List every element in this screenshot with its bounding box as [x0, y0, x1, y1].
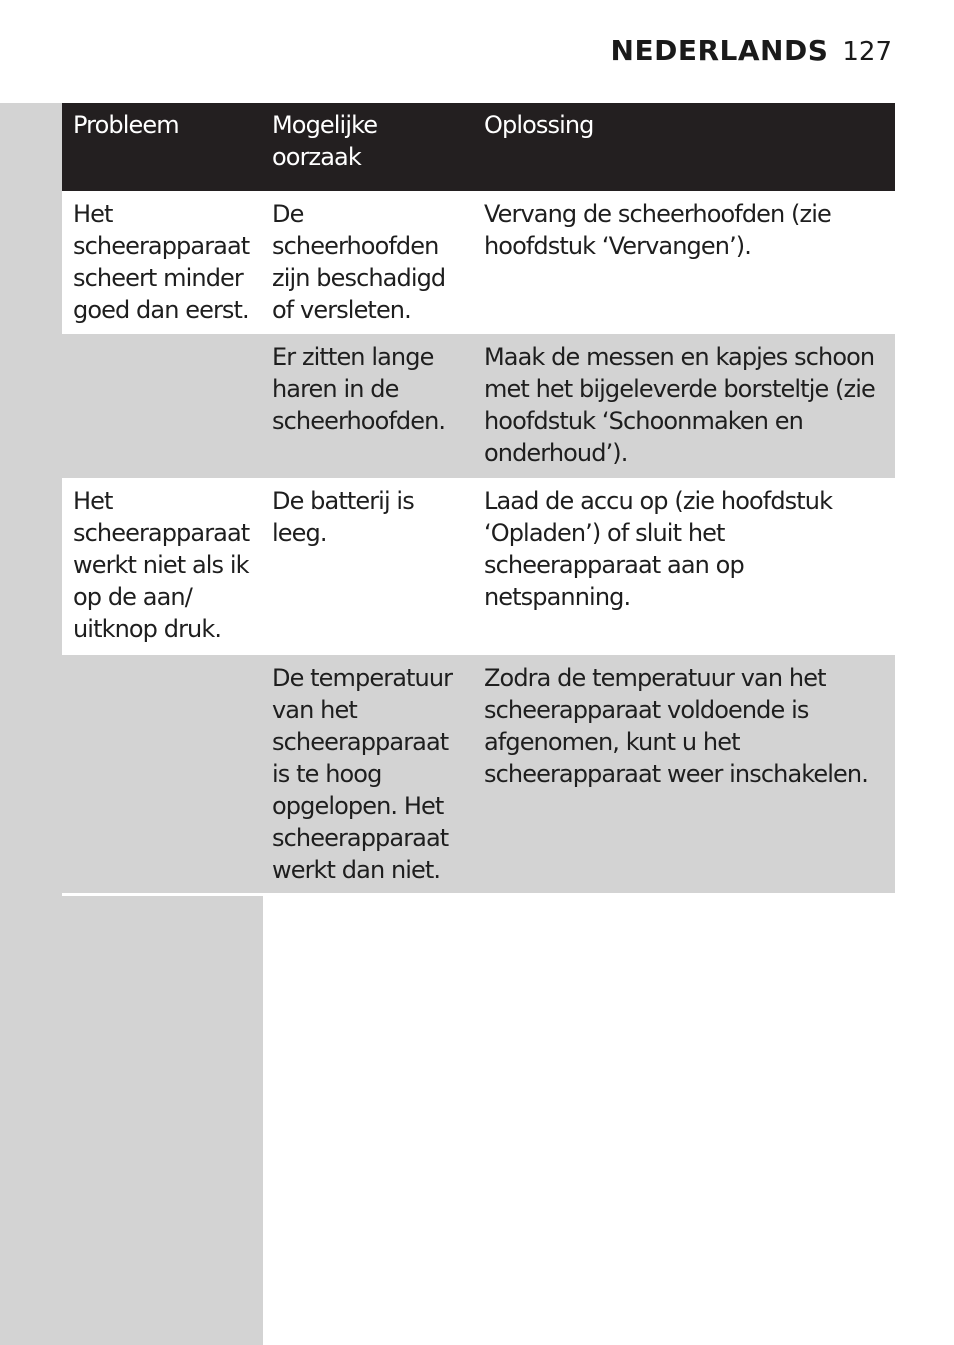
table-row [62, 191, 895, 334]
cause-cell: De batterij is leeg. [272, 487, 414, 547]
table-row [62, 334, 895, 478]
problem-cell [62, 334, 261, 478]
table-header-row [62, 103, 895, 191]
problem-cell: Het scheerapparaat scheert minder goed dan eerst. [73, 200, 250, 324]
solution-cell: Vervang de scheerhoofden (zie hoofdstuk ‘Vervangen’). [484, 200, 831, 260]
problem-cell: Het scheerapparaat werkt niet als ik op de aan/ uitknop druk. [73, 487, 250, 643]
column-header-cause: Mogelijke oorzaak [272, 111, 378, 171]
solution-cell: Maak de messen en kapjes schoon met het bijgeleverde borsteltje (zie hoofdstuk ‘Schoonmaken en onderhoud’). [484, 343, 875, 467]
cause-cell: De scheerhoofden zijn beschadigd of versleten. [272, 200, 446, 324]
cause-cell: Er zitten lange haren in de scheerhoofden. [272, 343, 446, 435]
solution-cell: Laad de accu op (zie hoofdstuk ‘Opladen’) of sluit het scheerapparaat aan op netspanning. [484, 487, 833, 611]
column-header-solution: Oplossing [484, 111, 594, 139]
page-header [611, 34, 892, 74]
language-heading: NEDERLANDS [610, 34, 829, 67]
solution-cell: Zodra de temperatuur van het scheerapparaat voldoende is afgenomen, kunt u het scheerapparaat weer inschakelen. [484, 664, 868, 788]
troubleshooting-table [62, 103, 895, 894]
column-header-problem: Probleem [73, 111, 179, 139]
page-number: 127 [842, 37, 892, 67]
cause-cell: De temperatuur van het scheerapparaat is te hoog opgelopen. Het scheerapparaat werkt dan niet. [272, 664, 453, 884]
table-row [62, 655, 895, 894]
table-bottom-edge [62, 893, 895, 896]
problem-cell [62, 655, 261, 894]
table-row [62, 478, 895, 655]
